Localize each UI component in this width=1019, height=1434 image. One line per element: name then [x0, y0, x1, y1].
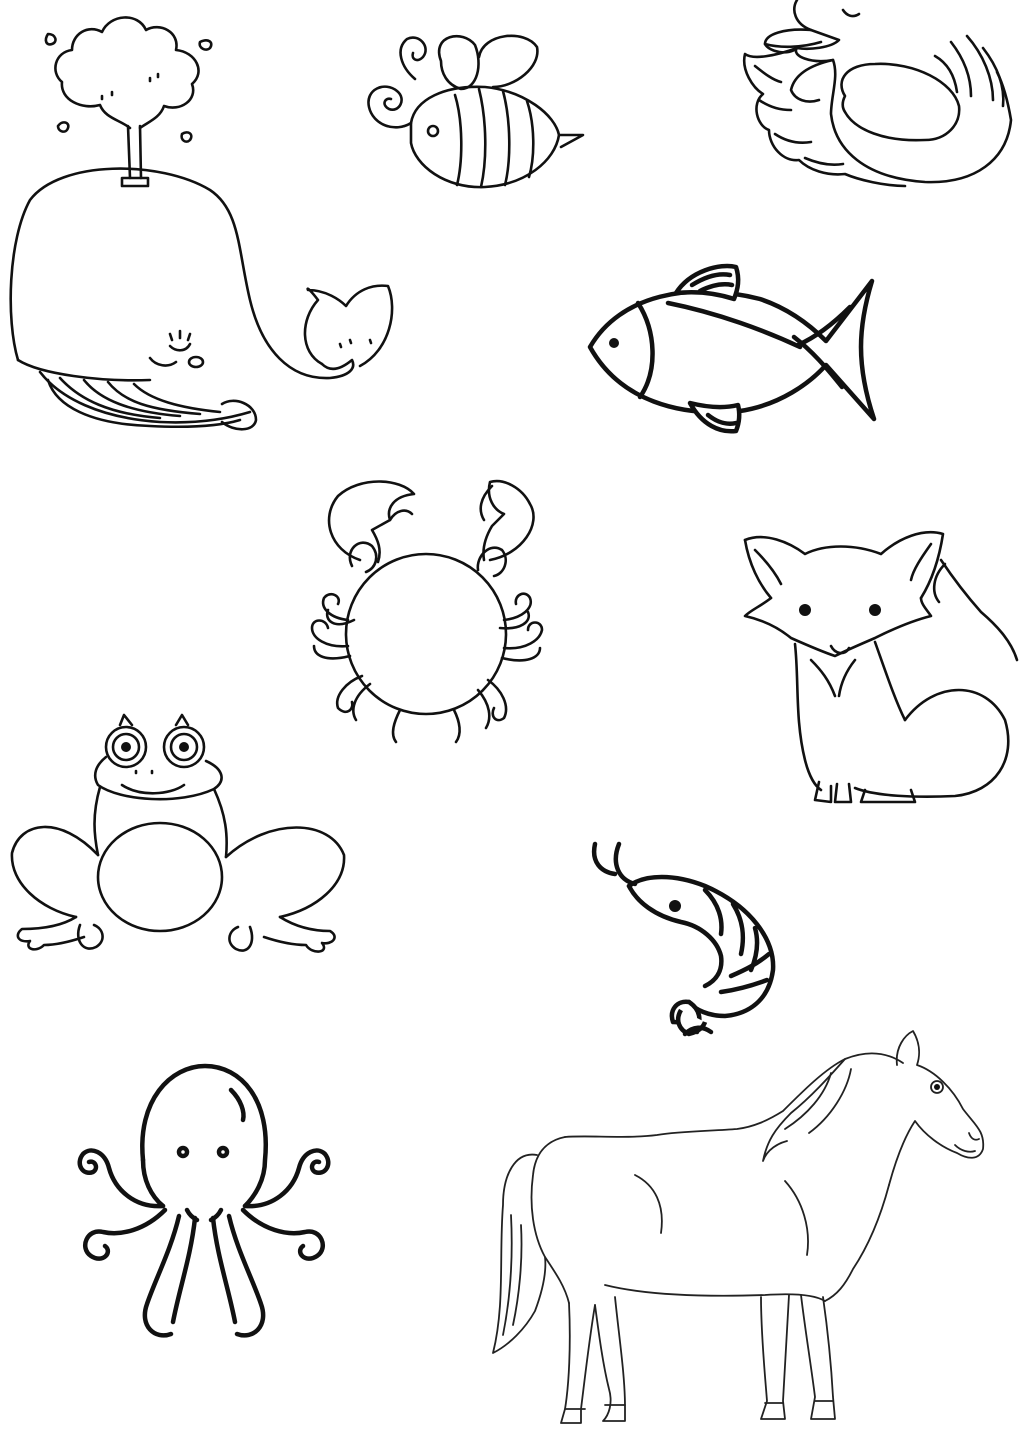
octopus-icon [75, 1060, 335, 1345]
fox-icon [735, 520, 1019, 805]
crab-icon [290, 470, 560, 745]
duck-icon [735, 0, 1019, 195]
shrimp-icon [585, 830, 790, 1045]
horse-icon [485, 1025, 995, 1430]
fish-icon [580, 255, 890, 445]
frog-icon [0, 705, 355, 970]
bee-icon [355, 25, 595, 200]
